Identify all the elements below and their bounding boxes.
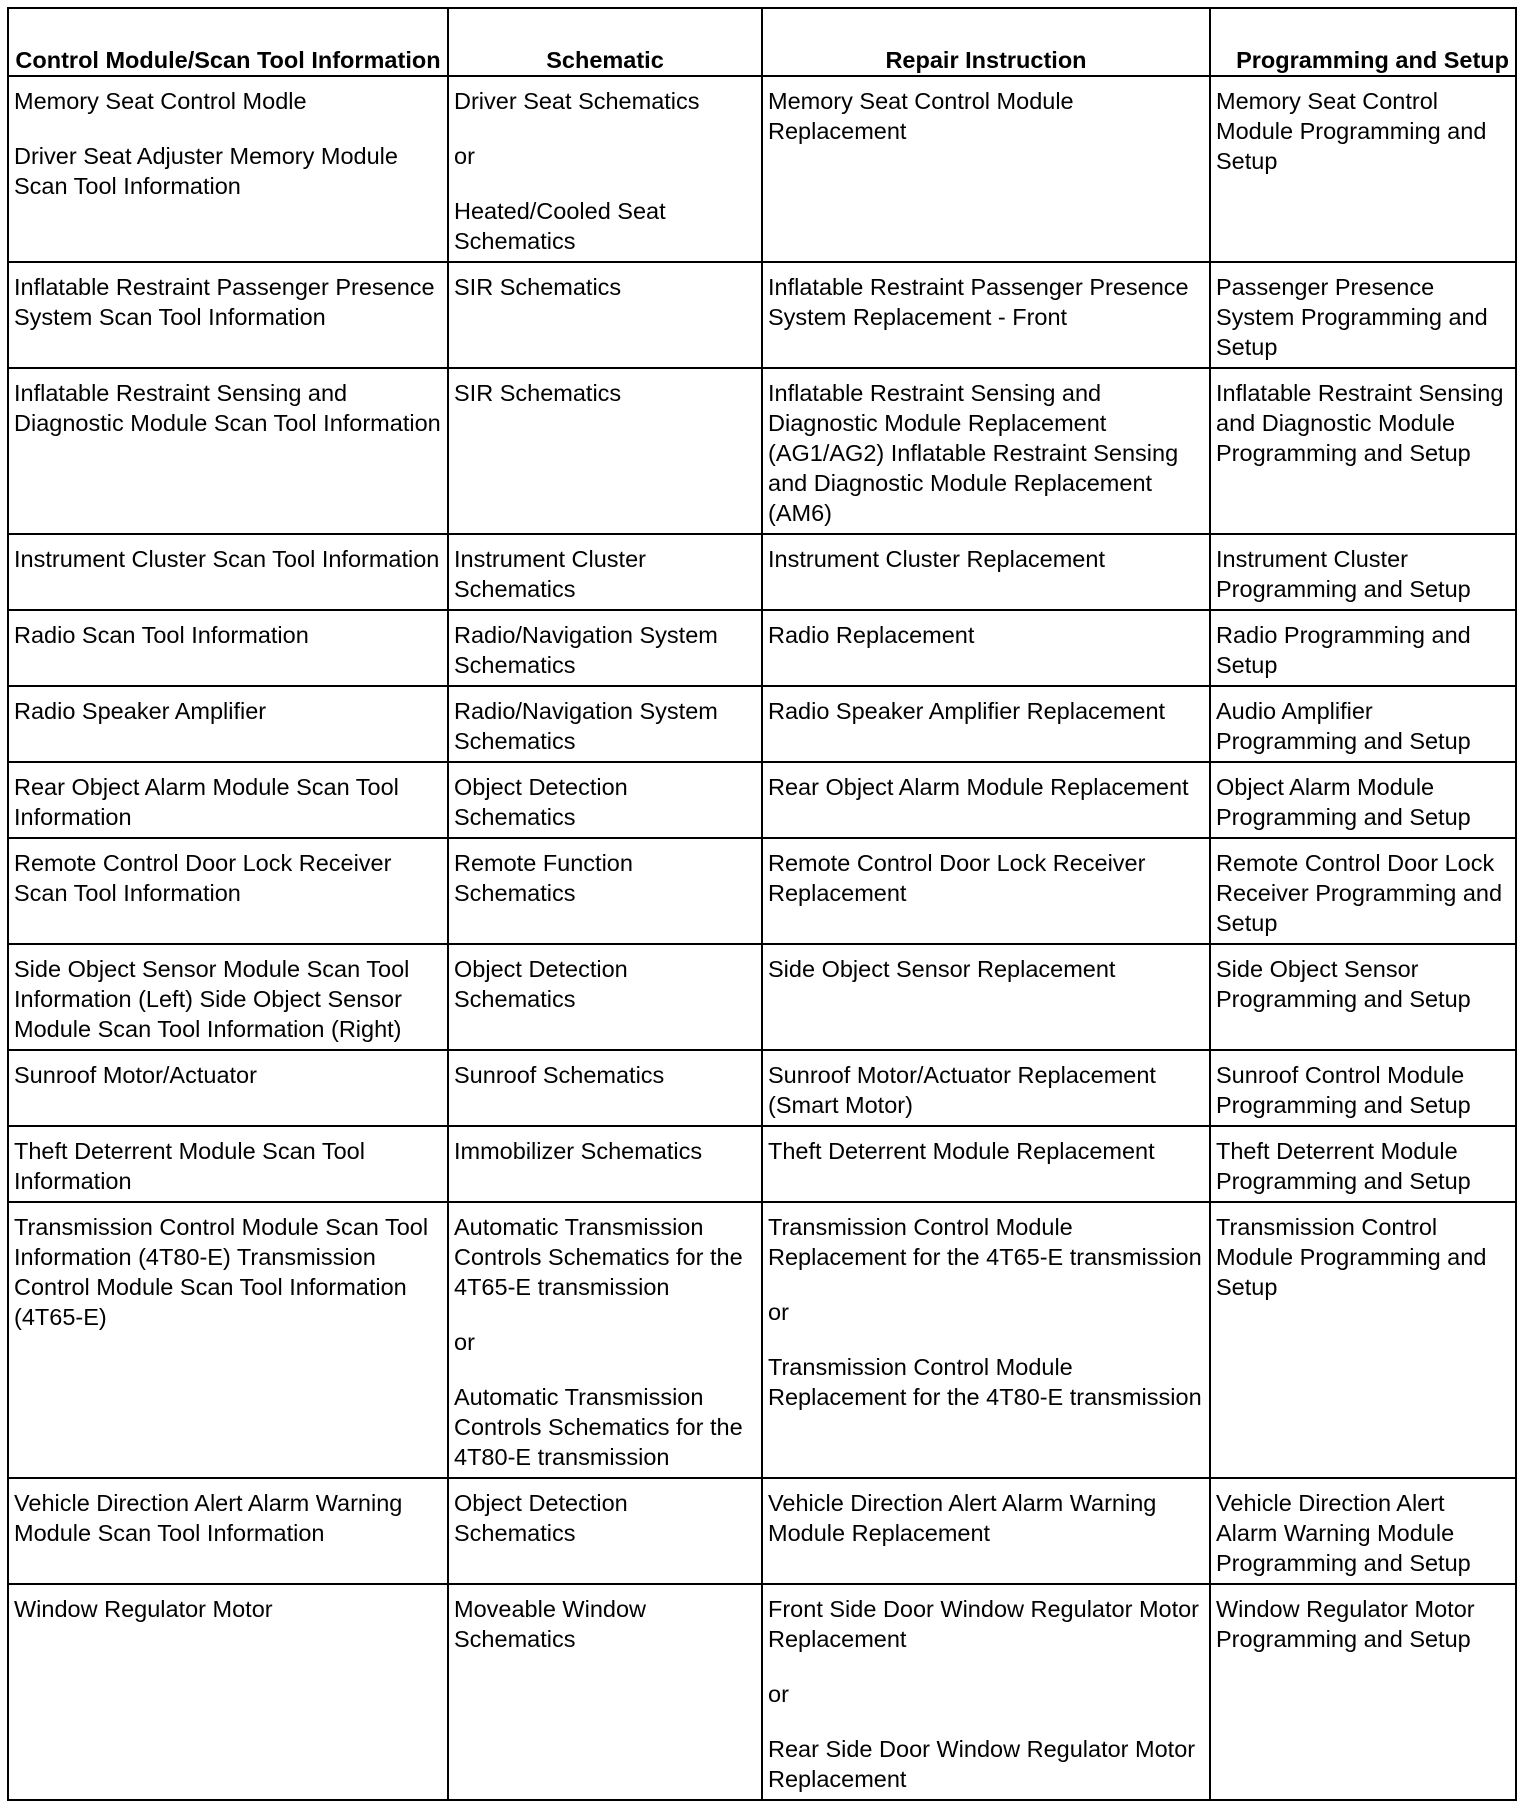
- module-cell: [8, 838, 448, 944]
- module-cell: [8, 1126, 448, 1202]
- repair-instruction-cell: [762, 944, 1210, 1050]
- table-row: [8, 944, 1516, 1050]
- cell-text: Inflatable Restraint Sensing and Diagnostic Module Scan Tool Information: [14, 380, 441, 436]
- cell-text: SIR Schematics: [454, 380, 622, 406]
- cell-text: Sunroof Control Module Programming and Setup: [1216, 1062, 1471, 1118]
- repair-instruction-cell: [762, 838, 1210, 944]
- cell-text: Moveable Window Schematics: [454, 1596, 647, 1652]
- cell-text: Radio Speaker Amplifier: [14, 698, 267, 724]
- repair-instruction-cell: [762, 1478, 1210, 1584]
- repair-instruction-cell: [762, 368, 1210, 534]
- repair-instruction-cell: [762, 534, 1210, 610]
- cell-text: Theft Deterrent Module Programming and Setup: [1216, 1138, 1471, 1194]
- cell-text: Side Object Sensor Programming and Setup: [1216, 956, 1471, 1012]
- cell-text: Heated/Cooled Seat Schematics: [454, 198, 666, 254]
- module-cell: [8, 262, 448, 368]
- cell-text: Inflatable Restraint Sensing and Diagnostic Module Programming and Setup: [1216, 380, 1504, 466]
- module-cell: [8, 762, 448, 838]
- programming-setup-cell: [1210, 1584, 1516, 1800]
- programming-setup-cell: [1210, 1050, 1516, 1126]
- programming-setup-cell: [1210, 686, 1516, 762]
- cell-text: Radio Replacement: [768, 622, 975, 648]
- table-row: [8, 262, 1516, 368]
- cell-text: Instrument Cluster Schematics: [454, 546, 646, 602]
- header-programming: Programming and Setup: [1210, 8, 1516, 76]
- header-repair: Repair Instruction: [762, 8, 1210, 76]
- table-row: [8, 368, 1516, 534]
- cell-text: Window Regulator Motor: [14, 1596, 273, 1622]
- header-row: [8, 8, 1516, 76]
- table-row: [8, 1050, 1516, 1126]
- repair-instruction-cell: [762, 686, 1210, 762]
- schematic-cell: [448, 944, 762, 1050]
- programming-setup-cell: [1210, 944, 1516, 1050]
- cell-text: Memory Seat Control Module Programming and Setup: [1216, 88, 1487, 174]
- repair-instruction-cell: [762, 1050, 1210, 1126]
- cell-text: Radio/Navigation System Schematics: [454, 698, 718, 754]
- schematic-cell: [448, 686, 762, 762]
- repair-instruction-cell: [762, 1584, 1210, 1800]
- programming-setup-cell: [1210, 1126, 1516, 1202]
- schematic-cell: [448, 1584, 762, 1800]
- cell-text: Radio Programming and Setup: [1216, 622, 1471, 678]
- module-cell: [8, 1478, 448, 1584]
- module-cell: [8, 1584, 448, 1800]
- module-cell: [8, 534, 448, 610]
- schematic-cell: [448, 76, 762, 262]
- schematic-cell: [448, 838, 762, 944]
- cell-text: Inflatable Restraint Passenger Presence System Scan Tool Information: [14, 274, 435, 330]
- cell-text: Remote Control Door Lock Receiver Replacement: [768, 850, 1146, 906]
- programming-setup-cell: [1210, 838, 1516, 944]
- cell-text: Rear Side Door Window Regulator Motor Replacement: [768, 1736, 1196, 1792]
- cell-text: Object Detection Schematics: [454, 956, 628, 1012]
- cell-text: Side Object Sensor Replacement: [768, 956, 1116, 982]
- cell-text: Front Side Door Window Regulator Motor Replacement: [768, 1596, 1200, 1652]
- table-row: [8, 1202, 1516, 1478]
- repair-instruction-cell: [762, 762, 1210, 838]
- table-row: [8, 762, 1516, 838]
- cell-text: Radio Speaker Amplifier Replacement: [768, 698, 1166, 724]
- table-row: [8, 686, 1516, 762]
- cell-text: Driver Seat Schematics: [454, 88, 700, 114]
- cell-text: Automatic Transmission Controls Schematics for the 4T80-E transmission: [454, 1384, 743, 1470]
- programming-setup-cell: [1210, 76, 1516, 262]
- cell-text: Window Regulator Motor Programming and Setup: [1216, 1596, 1475, 1652]
- table-row: [8, 1126, 1516, 1202]
- cell-text: Transmission Control Module Programming and Setup: [1216, 1214, 1487, 1300]
- module-cell: [8, 1202, 448, 1478]
- cell-text: Sunroof Motor/Actuator Replacement (Smart Motor): [768, 1062, 1156, 1118]
- cell-text: Remote Function Schematics: [454, 850, 633, 906]
- table-row: [8, 534, 1516, 610]
- schematic-cell: [448, 262, 762, 368]
- schematic-cell: [448, 1126, 762, 1202]
- cell-text: Object Detection Schematics: [454, 774, 628, 830]
- repair-instruction-cell: [762, 1126, 1210, 1202]
- programming-setup-cell: [1210, 262, 1516, 368]
- cell-text: Memory Seat Control Modle: [14, 88, 307, 114]
- cell-text: Remote Control Door Lock Receiver Programming and Setup: [1216, 850, 1503, 936]
- cell-text: or: [768, 1299, 789, 1325]
- cell-text: Instrument Cluster Scan Tool Information: [14, 546, 440, 572]
- cell-text: Remote Control Door Lock Receiver Scan Tool Information: [14, 850, 392, 906]
- schematic-cell: [448, 610, 762, 686]
- cell-text: Automatic Transmission Controls Schematics for the 4T65-E transmission: [454, 1214, 743, 1300]
- programming-setup-cell: [1210, 534, 1516, 610]
- cell-text: Object Detection Schematics: [454, 1490, 628, 1546]
- schematic-cell: [448, 1050, 762, 1126]
- cell-text: Transmission Control Module Replacement for the 4T65-E transmission: [768, 1214, 1202, 1270]
- repair-instruction-cell: [762, 262, 1210, 368]
- cell-text: Rear Object Alarm Module Replacement: [768, 774, 1189, 800]
- table-row: [8, 76, 1516, 262]
- cell-text: Audio Amplifier Programming and Setup: [1216, 698, 1471, 754]
- module-cell: [8, 944, 448, 1050]
- cell-text: Vehicle Direction Alert Alarm Warning Module Programming and Setup: [1216, 1490, 1471, 1576]
- cell-text: Transmission Control Module Scan Tool Information (4T80-E) Transmission Control Module Scan Tool Information (4T65-E): [14, 1214, 429, 1330]
- cell-text: or: [454, 1329, 475, 1355]
- programming-setup-cell: [1210, 368, 1516, 534]
- cell-text: Radio/Navigation System Schematics: [454, 622, 718, 678]
- cell-text: Theft Deterrent Module Replacement: [768, 1138, 1155, 1164]
- module-cell: [8, 368, 448, 534]
- programming-setup-cell: [1210, 610, 1516, 686]
- cell-text: Instrument Cluster Programming and Setup: [1216, 546, 1471, 602]
- programming-setup-cell: [1210, 762, 1516, 838]
- repair-instruction-cell: [762, 76, 1210, 262]
- cell-text: Object Alarm Module Programming and Setup: [1216, 774, 1471, 830]
- cell-text: Inflatable Restraint Sensing and Diagnostic Module Replacement (AG1/AG2) Inflatable Restraint Sensing and Diagnostic Module Replacement (AM6): [768, 380, 1179, 526]
- cell-text: Driver Seat Adjuster Memory Module Scan Tool Information: [14, 143, 398, 199]
- cell-text: or: [768, 1681, 789, 1707]
- cell-text: Sunroof Motor/Actuator: [14, 1062, 257, 1088]
- cell-text: Inflatable Restraint Passenger Presence System Replacement - Front: [768, 274, 1189, 330]
- schematic-cell: [448, 762, 762, 838]
- cell-text: Vehicle Direction Alert Alarm Warning Module Scan Tool Information: [14, 1490, 403, 1546]
- table-row: [8, 1478, 1516, 1584]
- cell-text: Memory Seat Control Module Replacement: [768, 88, 1074, 144]
- header-module: Control Module/Scan Tool Information: [8, 8, 448, 76]
- cell-text: Immobilizer Schematics: [454, 1138, 703, 1164]
- cell-text: Theft Deterrent Module Scan Tool Information: [14, 1138, 365, 1194]
- schematic-cell: [448, 368, 762, 534]
- repair-instruction-cell: [762, 1202, 1210, 1478]
- cell-text: Radio Scan Tool Information: [14, 622, 309, 648]
- programming-setup-cell: [1210, 1202, 1516, 1478]
- cell-text: SIR Schematics: [454, 274, 622, 300]
- repair-instruction-cell: [762, 610, 1210, 686]
- table-body: [8, 76, 1516, 1800]
- module-cell: [8, 1050, 448, 1126]
- cell-text: Side Object Sensor Module Scan Tool Information (Left) Side Object Sensor Module Scan Tool Information (Right): [14, 956, 410, 1042]
- table-row: [8, 1584, 1516, 1800]
- schematic-cell: [448, 534, 762, 610]
- cell-text: Vehicle Direction Alert Alarm Warning Module Replacement: [768, 1490, 1157, 1546]
- module-cell: [8, 686, 448, 762]
- table-header: [8, 8, 1516, 76]
- module-cell: [8, 610, 448, 686]
- cell-text: or: [454, 143, 475, 169]
- cell-text: Rear Object Alarm Module Scan Tool Information: [14, 774, 399, 830]
- schematic-cell: [448, 1202, 762, 1478]
- module-cell: [8, 76, 448, 262]
- programming-setup-cell: [1210, 1478, 1516, 1584]
- header-schematic: Schematic: [448, 8, 762, 76]
- cell-text: Instrument Cluster Replacement: [768, 546, 1105, 572]
- cell-text: Sunroof Schematics: [454, 1062, 665, 1088]
- table-row: [8, 610, 1516, 686]
- schematic-cell: [448, 1478, 762, 1584]
- cell-text: Transmission Control Module Replacement for the 4T80-E transmission: [768, 1354, 1202, 1410]
- module-reference-table: [7, 7, 1517, 1801]
- table-row: [8, 838, 1516, 944]
- cell-text: Passenger Presence System Programming and Setup: [1216, 274, 1488, 360]
